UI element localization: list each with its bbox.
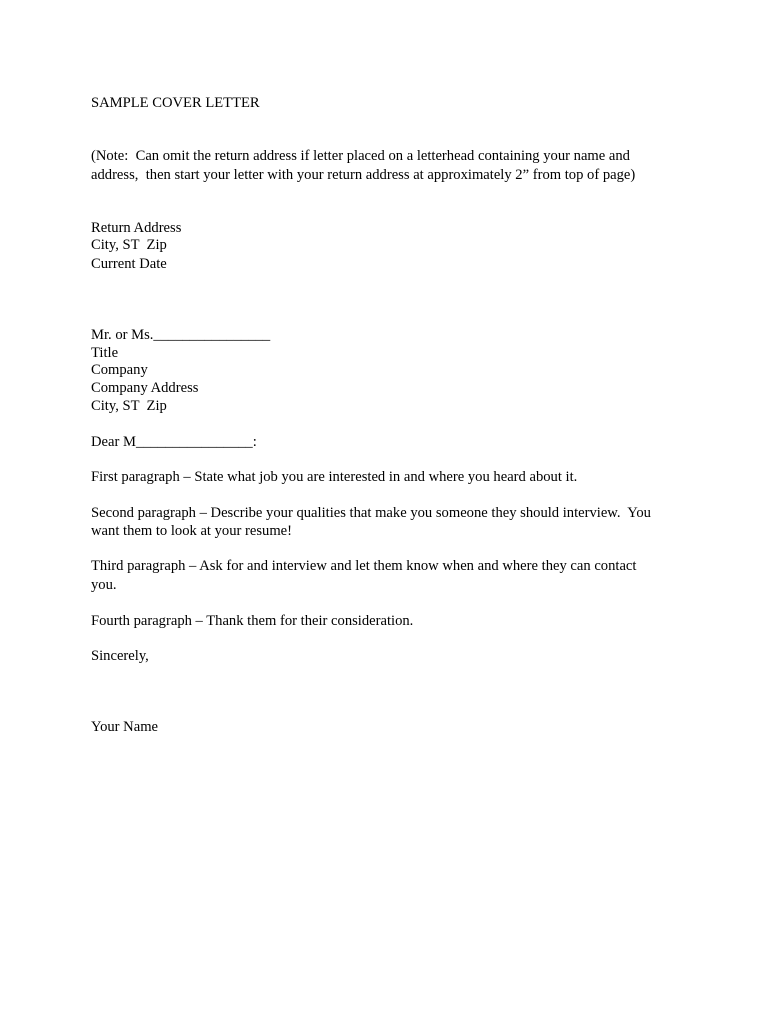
signature-name: Your Name — [91, 719, 159, 735]
note-line-1: (Note: Can omit the return address if letter placed on a letterhead containing your name and — [91, 148, 630, 164]
paragraph-second-line-1: Second paragraph – Describe your qualities that make you someone they should interview. You — [91, 505, 651, 521]
paragraph-first: First paragraph – State what job you are interested in and where you heard about it. — [91, 469, 578, 485]
paragraph-fourth: Fourth paragraph – Thank them for their consideration. — [91, 613, 414, 629]
recipient-company-address: Company Address — [91, 380, 199, 396]
paragraph-third-line-1: Third paragraph – Ask for and interview and let them know when and where they can contact — [91, 558, 637, 574]
recipient-title: Title — [91, 345, 119, 361]
paragraph-second-line-2: want them to look at your resume! — [91, 523, 293, 539]
recipient-name: Mr. or Ms.________________ — [91, 327, 271, 343]
paragraph-third-line-2: you. — [91, 577, 117, 593]
closing: Sincerely, — [91, 648, 149, 664]
recipient-city: City, ST Zip — [91, 398, 167, 414]
salutation: Dear M________________: — [91, 434, 257, 450]
document-title: SAMPLE COVER LETTER — [91, 95, 260, 111]
return-address: Return Address — [91, 220, 182, 236]
current-date: Current Date — [91, 256, 167, 272]
return-city: City, ST Zip — [91, 237, 167, 253]
note-line-2: address, then start your letter with your return address at approximately 2” from top of page) — [91, 167, 636, 183]
recipient-company: Company — [91, 362, 148, 378]
